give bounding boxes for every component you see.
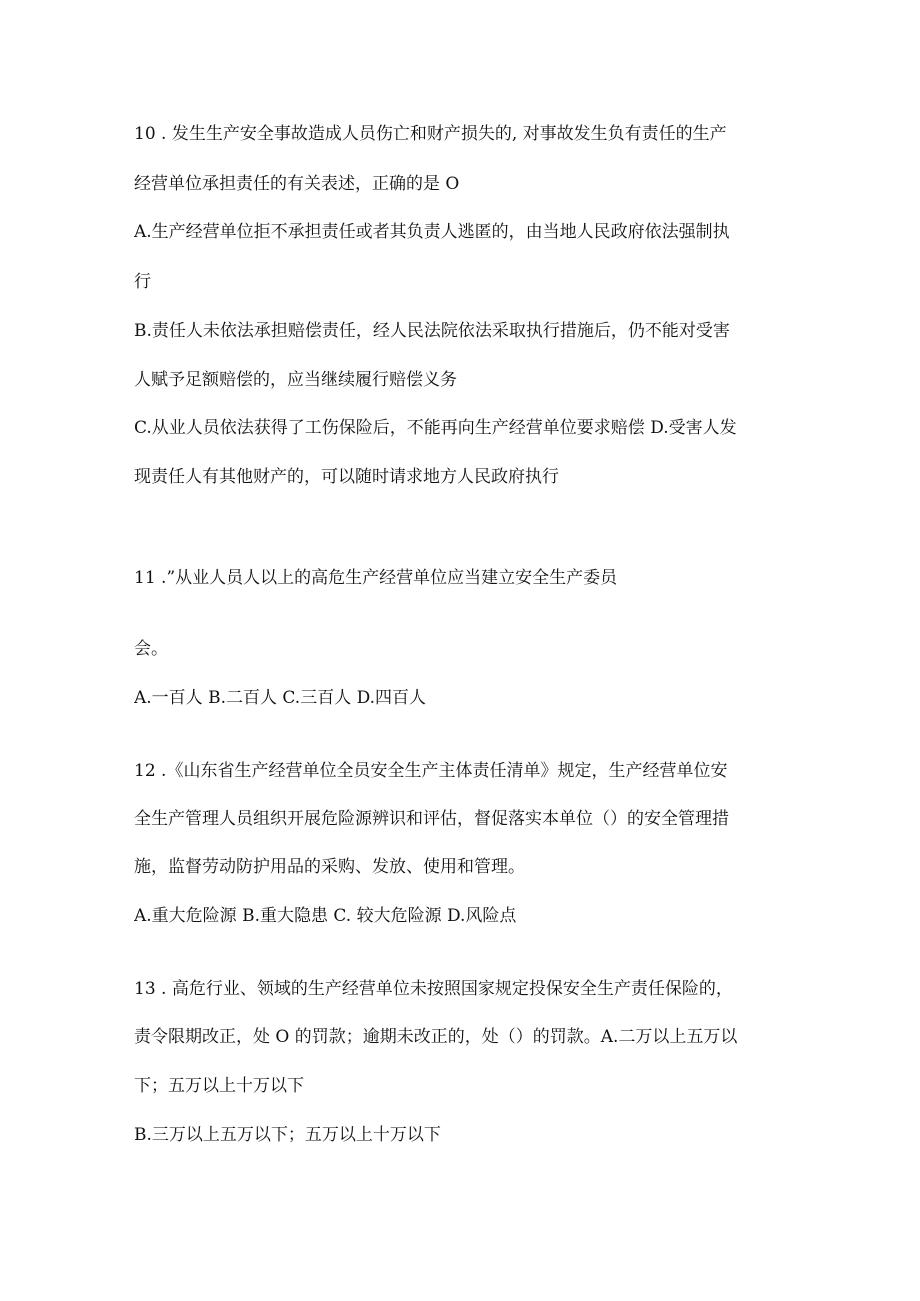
- q10-line-1: 10 . 发生生产安全事故造成人员伤亡和财产损失的, 对事故发生负有责任的生产: [134, 124, 727, 144]
- q12-line-2: 全生产管理人员组织开展危险源辨识和评估，督促落实本单位（）的安全管理措: [134, 809, 729, 829]
- q10-option-a-line-2: 行: [134, 272, 151, 292]
- q11-options: A.一百人 B.二百人 C.三百人 D.四百人: [134, 688, 427, 708]
- q10-option-c-d-line-1: C.从业人员依法获得了工伤保险后，不能再向生产经营单位要求赔偿 D.受害人发: [134, 418, 737, 438]
- q10-option-b-line-1: B.责任人未依法承担赔偿责任，经人民法院依法采取执行措施后，仍不能对受害: [134, 321, 730, 341]
- q11-line-2: 会。: [134, 639, 168, 659]
- q10-option-a-line-1: A.生产经营单位拒不承担责任或者其负责人逃匿的，由当地人民政府依法强制执: [134, 222, 730, 242]
- q11-line-1: 11 .”从业人员人以上的高危生产经营单位应当建立安全生产委员: [134, 568, 618, 588]
- q13-option-b: B.三万以上五万以下；五万以上十万以下: [134, 1125, 441, 1145]
- q12-line-1: 12 .《山东省生产经营单位全员安全生产主体责任清单》规定，生产经营单位安: [134, 761, 728, 781]
- q13-line-3: 下；五万以上十万以下: [134, 1076, 304, 1096]
- q12-options: A.重大危险源 B.重大隐患 C. 较大危险源 D.风险点: [134, 906, 517, 926]
- q10-line-2: 经营单位承担责任的有关表述，正确的是 O: [134, 174, 460, 194]
- q10-option-b-line-2: 人赋予足额赔偿的，应当继续履行赔偿义务: [134, 370, 457, 390]
- q13-line-1: 13 . 高危行业、领域的生产经营单位未按照国家规定投保安全生产责任保险的，: [134, 979, 733, 999]
- q12-line-3: 施，监督劳动防护用品的采购、发放、使用和管理。: [134, 857, 525, 877]
- q10-option-d-line-2: 现责任人有其他财产的，可以随时请求地方人民政府执行: [134, 467, 559, 487]
- q13-line-2: 责令限期改正，处 O 的罚款；逾期未改正的，处（）的罚款。A.二万以上五万以: [134, 1027, 738, 1047]
